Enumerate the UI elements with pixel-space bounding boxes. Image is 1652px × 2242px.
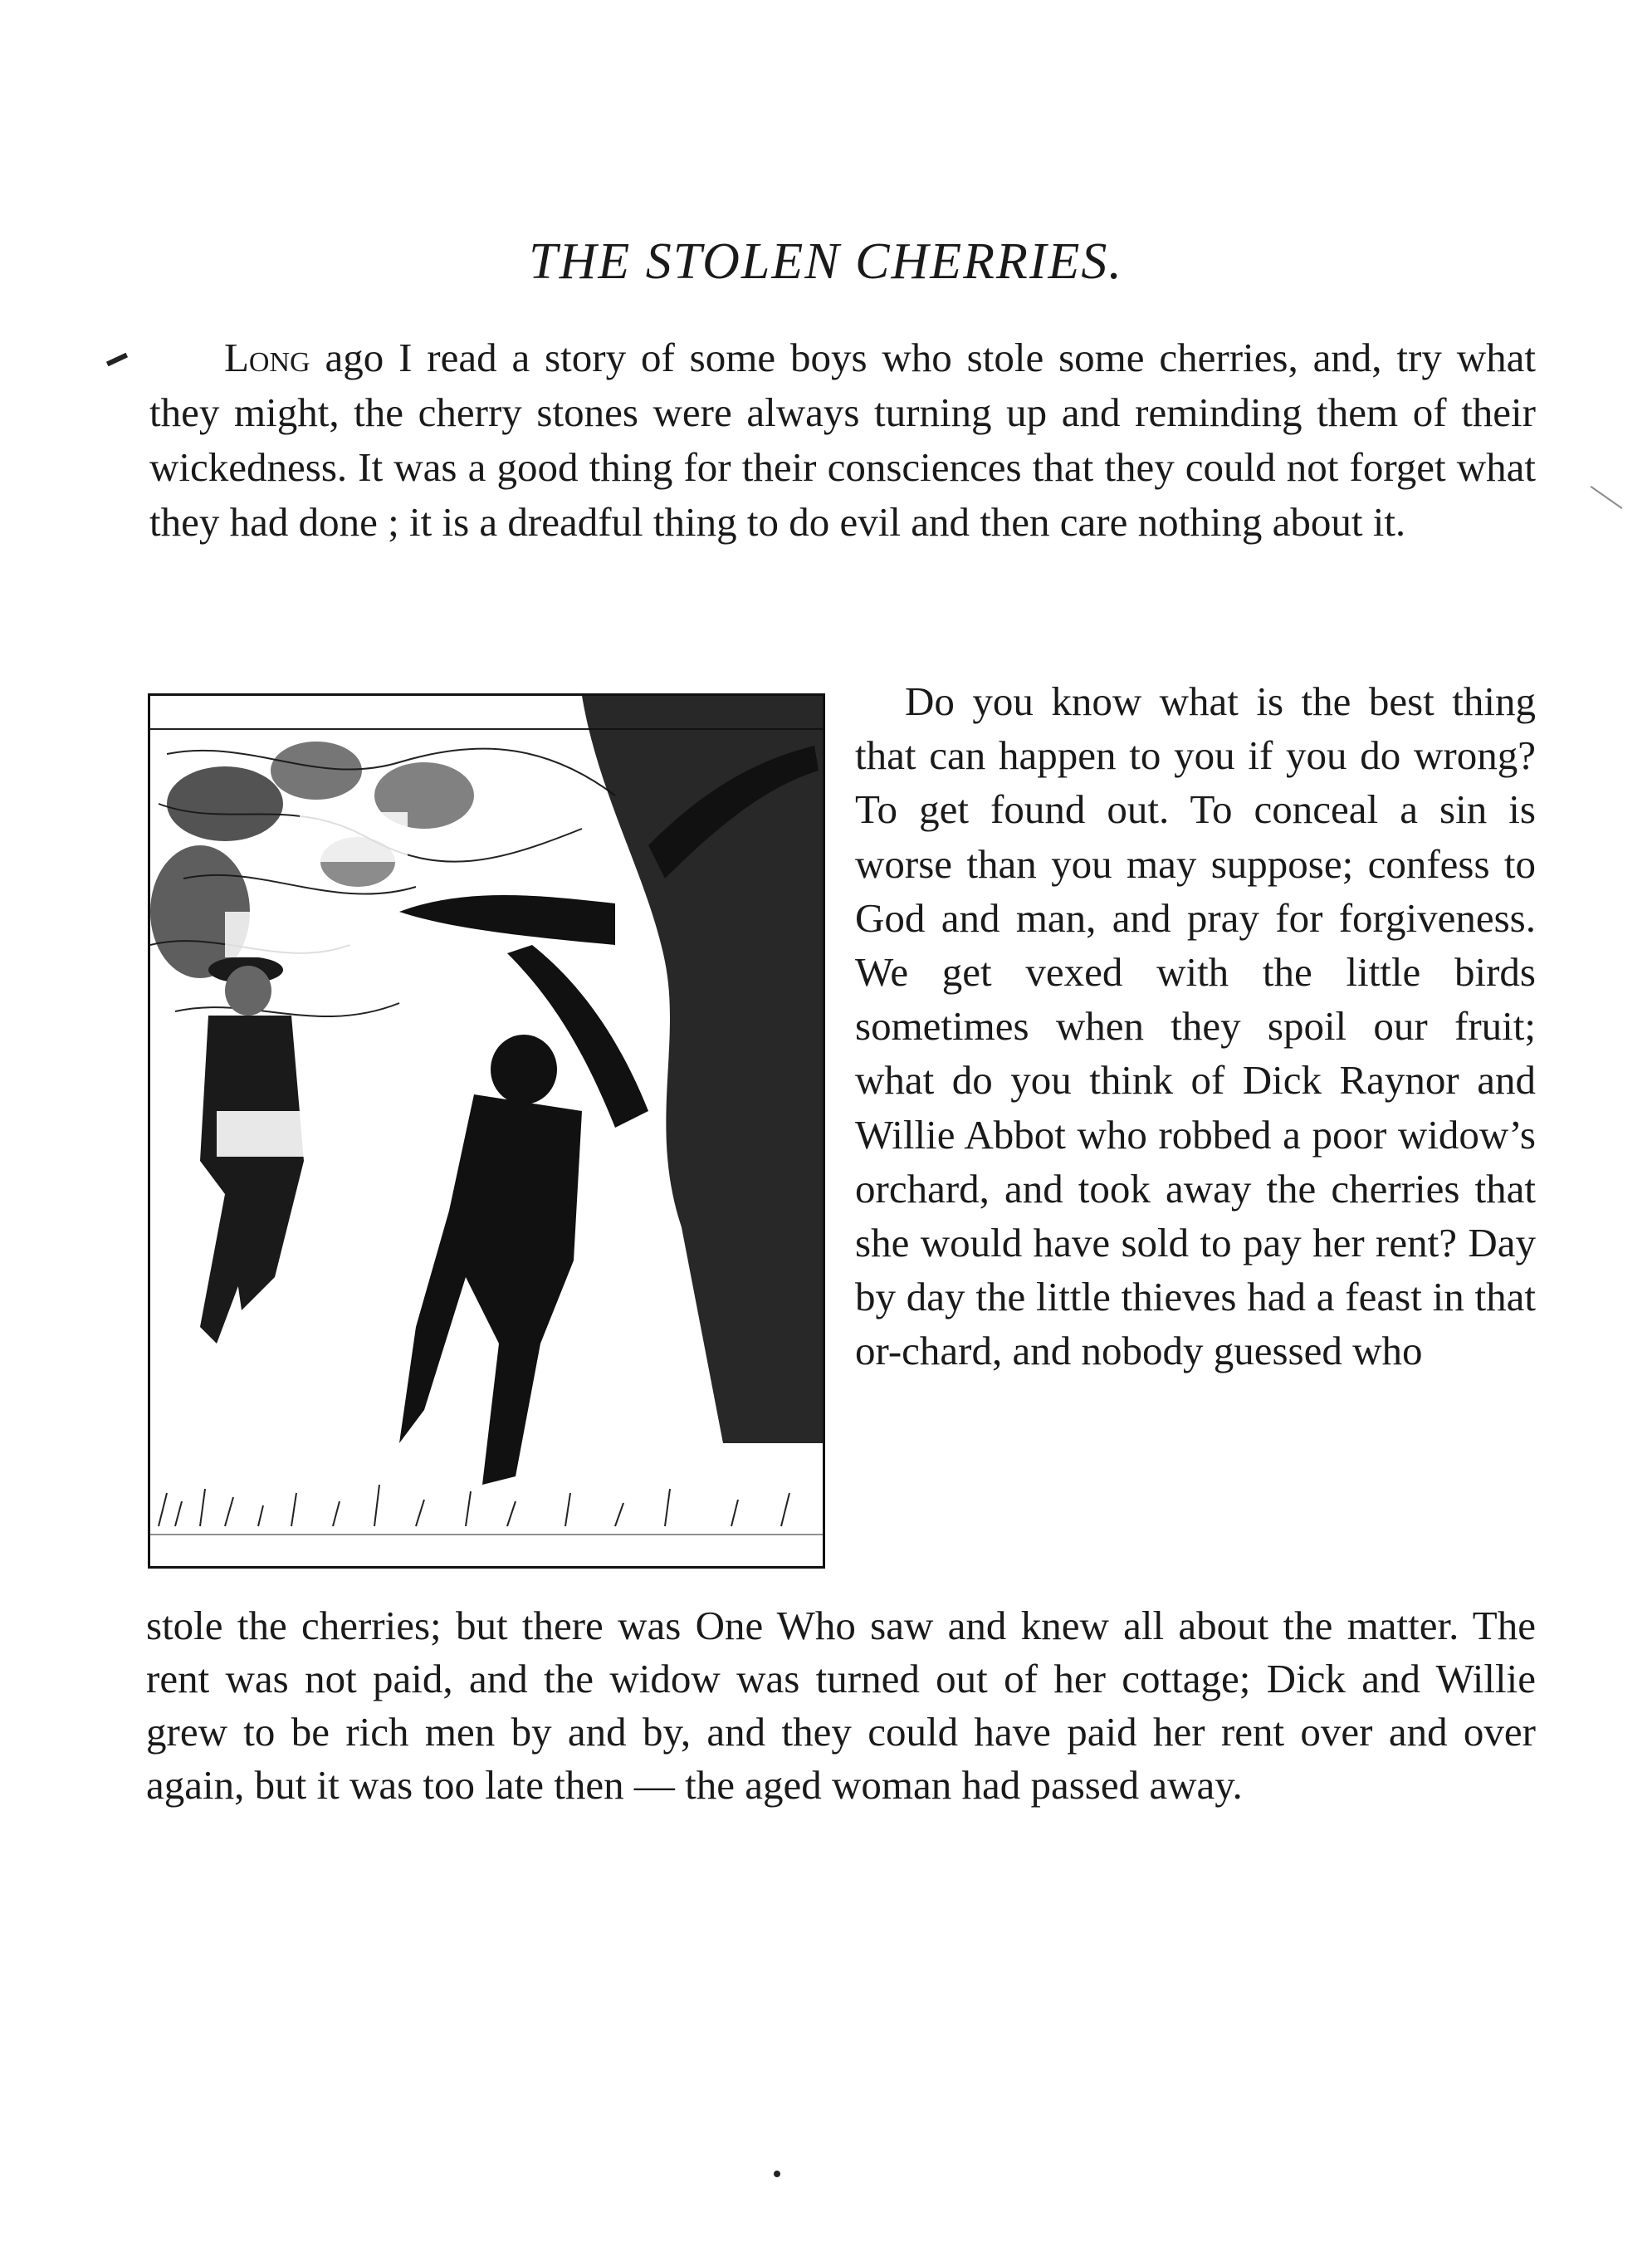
margin-speck [1591,486,1623,509]
paragraph-1 [149,330,1536,550]
paragraph-1-text: ago I read a story of some boys who stole some cherries, and, try what they might, the cherry stones were always turning up and reminding them of their wickedness. It was a good thing for their consciences that they could not forget what they had done ; it is a dreadful thing to do evil and then care nothing about it. [149,335,1536,545]
paragraph-1-lead: Long [224,335,310,380]
paragraph-2: Do you know what is the best thing that can happen to you if you do wrong? To get found out. To conceal a sin is worse than you may suppose; confess to God and man, and pray for forgiveness. We get vexed with the little birds sometimes when they spoil our fruit; what do you think of Dick Raynor and Willie Abbot who robbed a poor widow’s orchard, and took away the cherries that she would have sold to pay her rent? Day by day the little thieves had a feast in that or-chard, and nobody guessed who [855,678,1536,1374]
engraving-boys-in-orchard [150,696,823,1566]
page-dot [774,2171,780,2177]
illustration [148,693,825,1569]
ink-mark [106,353,128,366]
page-title: THE STOLEN CHERRIES. [529,233,1123,290]
paragraph-3: stole the cherries; but there was One Who saw and knew all about the matter. The rent was not paid, and the widow was turned out of her cottage; Dick and Willie grew to be rich men by and by, and they could have paid her rent over and over again, but it was too late then — the aged woman had passed away. [146,1603,1536,1808]
